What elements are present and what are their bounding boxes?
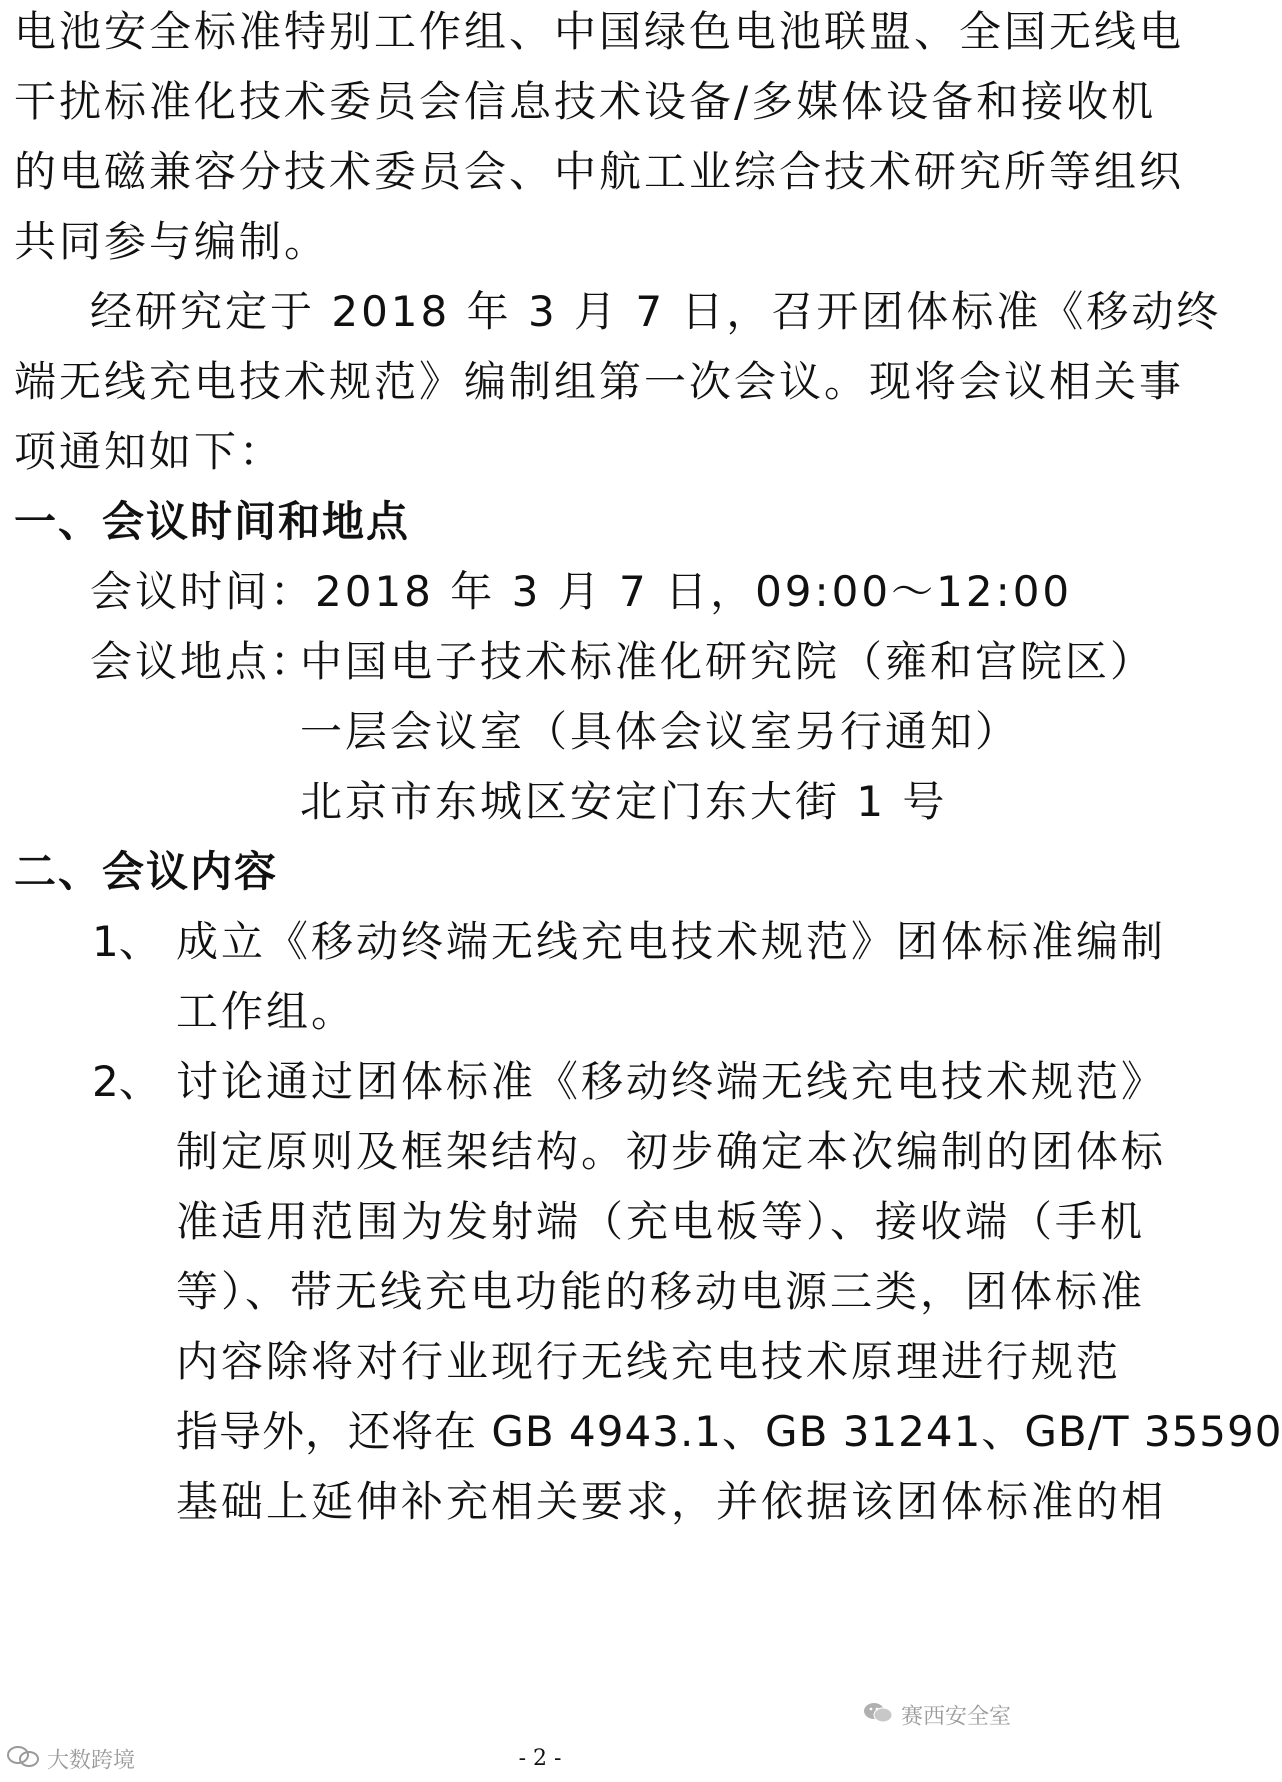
paragraph1-line-1: 电池安全标准特别工作组、中国绿色电池联盟、全国无线电 <box>14 7 1185 56</box>
watermark-left <box>6 1744 135 1779</box>
paragraph2-line-2: 端无线充电技术规范》编制组第一次会议。现将会议相关事 <box>14 357 1185 406</box>
item2-line-7: 基础上延伸补充相关要求，并依据该团体标准的相 <box>176 1477 1167 1526</box>
paragraph1-line-4: 共同参与编制。 <box>14 217 330 266</box>
item2-number: 2、 <box>92 1057 161 1106</box>
item2-line-4: 等）、带无线充电功能的移动电源三类，团体标准 <box>176 1267 1146 1316</box>
watermark-left-text: 大数跨境 <box>47 1748 136 1774</box>
wechat-icon <box>862 1700 894 1735</box>
item2-line-5: 内容除将对行业现行无线充电技术原理进行规范 <box>176 1337 1122 1386</box>
watermark-right-text: 赛西安全室 <box>901 1704 1012 1730</box>
meeting-place-line-3: 北京市东城区安定门东大街 1 号 <box>300 777 948 826</box>
item2-line-1: 讨论通过团体标准《移动终端无线充电技术规范》 <box>176 1057 1167 1106</box>
item2-line-3: 准适用范围为发射端（充电板等）、接收端（手机 <box>176 1197 1146 1246</box>
paragraph2-line-3: 项通知如下： <box>14 427 285 476</box>
chat-bubble-icon <box>6 1744 40 1779</box>
paragraph1-line-3: 的电磁兼容分技术委员会、中航工业综合技术研究所等组织 <box>14 147 1185 196</box>
item1-line-2: 工作组。 <box>176 987 357 1036</box>
watermark-right <box>862 1700 1011 1735</box>
meeting-place-line-1: 中国电子技术标准化研究院（雍和宫院区） <box>300 637 1156 686</box>
section1-heading: 一、会议时间和地点 <box>14 497 411 546</box>
page-number: - 2 - <box>518 1746 562 1771</box>
paragraph1-line-2: 干扰标准化技术委员会信息技术设备/多媒体设备和接收机 <box>14 77 1157 126</box>
section2-heading: 二、会议内容 <box>14 847 279 896</box>
item1-line-1: 成立《移动终端无线充电技术规范》团体标准编制 <box>176 917 1167 966</box>
meeting-place-label: 会议地点： <box>90 637 316 686</box>
item2-line-2: 制定原则及框架结构。初步确定本次编制的团体标 <box>176 1127 1167 1176</box>
paragraph2-line-1: 经研究定于 2018 年 3 月 7 日，召开团体标准《移动终 <box>90 287 1222 336</box>
item1-number: 1、 <box>92 917 161 966</box>
item2-line-6: 指导外，还将在 GB 4943.1、GB 31241、GB/T 35590 <box>176 1407 1282 1456</box>
meeting-place-line-2: 一层会议室（具体会议室另行通知） <box>300 707 1021 756</box>
meeting-time: 会议时间：2018 年 3 月 7 日，09:00～12:00 <box>90 567 1073 616</box>
